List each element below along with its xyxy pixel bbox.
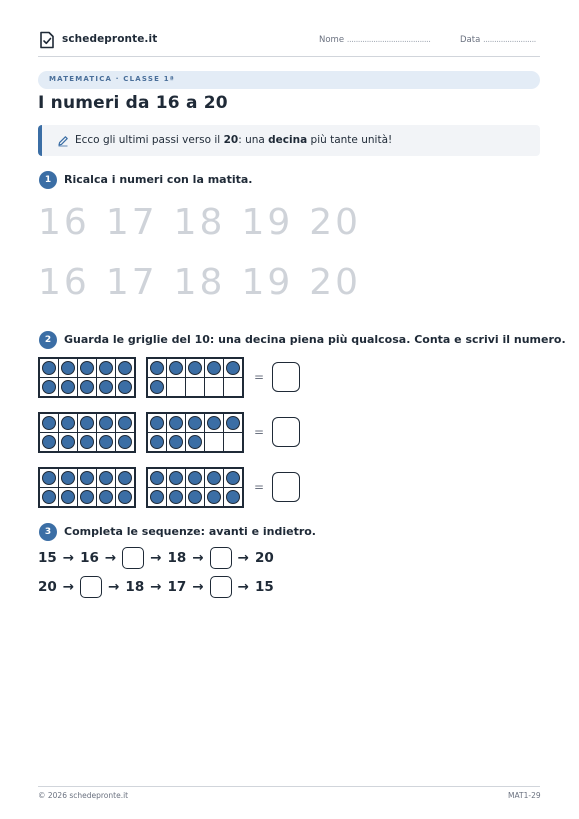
- ten-frame-cell: [167, 469, 185, 487]
- trace-number[interactable]: 16: [38, 202, 90, 243]
- trace-number[interactable]: 20: [309, 262, 362, 303]
- ten-frame-cell: [224, 469, 242, 487]
- counter-dot: [80, 416, 94, 430]
- trace-row[interactable]: [38, 202, 377, 243]
- counter-dot: [61, 380, 75, 394]
- counter-dot: [118, 416, 132, 430]
- ten-frame-cell: [205, 469, 223, 487]
- brand-name: schedepronte.it: [62, 33, 158, 45]
- counter-dot: [99, 471, 113, 485]
- ten-frame-cell: [167, 359, 185, 377]
- counter-dot: [61, 490, 75, 504]
- number-sequence: [38, 576, 280, 598]
- trace-number[interactable]: 18: [173, 202, 226, 243]
- ten-frame-cell: [224, 378, 242, 396]
- section-number-badge: 3: [39, 523, 57, 541]
- trace-number[interactable]: 20: [309, 202, 362, 243]
- ten-frame-cell: [224, 488, 242, 506]
- counter-dot: [150, 416, 164, 430]
- ten-frame-cell: [59, 378, 77, 396]
- counter-dot: [150, 471, 164, 485]
- arrow-right-icon: →: [62, 550, 75, 566]
- arrow-right-icon: →: [62, 579, 75, 595]
- counter-dot: [99, 380, 113, 394]
- ten-frame: [38, 467, 136, 508]
- section-title: Ricalca i numeri con la matita.: [64, 173, 253, 186]
- section-number-badge: 2: [39, 331, 57, 349]
- counter-dot: [61, 435, 75, 449]
- counter-dot: [99, 361, 113, 375]
- ten-frame-cell: [116, 359, 134, 377]
- sequence-number: 18: [125, 579, 145, 595]
- counter-dot: [80, 435, 94, 449]
- counter-dot: [99, 435, 113, 449]
- sequence-number: 16: [80, 550, 99, 566]
- ten-frame-cell: [78, 359, 96, 377]
- pencil-icon: [57, 135, 69, 147]
- header-divider: [38, 56, 540, 57]
- ten-frame-cell: [167, 433, 185, 451]
- section-title: Guarda le griglie del 10: una decina piena più qualcosa. Conta e scrivi il numero.: [64, 333, 566, 346]
- ten-frame: [146, 412, 244, 453]
- ten-frame-cell: [40, 378, 58, 396]
- number-sequence: [38, 547, 280, 569]
- counter-dot: [188, 471, 202, 485]
- ten-frame-cell: [167, 378, 185, 396]
- counter-dot: [169, 471, 183, 485]
- ten-frame-cell: [78, 414, 96, 432]
- ten-frame-cell: [97, 488, 115, 506]
- counter-dot: [207, 416, 221, 430]
- ten-frame-cell: [40, 433, 58, 451]
- counter-dot: [150, 361, 164, 375]
- counter-dot: [99, 416, 113, 430]
- tip-box: [38, 125, 540, 156]
- ten-frame-cell: [186, 469, 204, 487]
- ten-frame: [146, 357, 244, 398]
- name-field: [319, 35, 430, 45]
- counter-dot: [169, 435, 183, 449]
- ten-frame-cell: [97, 414, 115, 432]
- counter-dot: [207, 490, 221, 504]
- ten-frame-cell: [97, 359, 115, 377]
- counter-dot: [61, 361, 75, 375]
- trace-number[interactable]: 18: [173, 262, 226, 303]
- answer-box[interactable]: [272, 362, 300, 392]
- counter-dot: [118, 380, 132, 394]
- answer-box[interactable]: [272, 417, 300, 447]
- ten-frame-cell: [186, 488, 204, 506]
- ten-frame-cell: [148, 359, 166, 377]
- counter-dot: [42, 490, 56, 504]
- trace-number[interactable]: 19: [241, 202, 294, 243]
- counter-dot: [226, 416, 240, 430]
- counter-dot: [80, 361, 94, 375]
- ten-frame-cell: [116, 378, 134, 396]
- counter-dot: [226, 471, 240, 485]
- ten-frame-cell: [148, 414, 166, 432]
- equals-sign: =: [254, 370, 265, 384]
- section-number-badge: 1: [39, 171, 57, 189]
- ten-frame-cell: [40, 359, 58, 377]
- page-title: I numeri da 16 a 20: [38, 93, 228, 113]
- counter-dot: [226, 490, 240, 504]
- ten-frame-cell: [116, 469, 134, 487]
- counter-dot: [207, 471, 221, 485]
- ten-frame-cell: [148, 378, 166, 396]
- counter-dot: [118, 490, 132, 504]
- counter-dot: [42, 416, 56, 430]
- counter-dot: [118, 471, 132, 485]
- sequence-blank-box[interactable]: [122, 547, 144, 569]
- ten-frame-cell: [78, 469, 96, 487]
- equals-sign: =: [254, 480, 265, 494]
- ten-frame-cell: [205, 433, 223, 451]
- ten-frame-cell: [205, 488, 223, 506]
- trace-number[interactable]: 17: [105, 202, 158, 243]
- ten-frame-cell: [97, 378, 115, 396]
- arrow-right-icon: →: [150, 579, 162, 595]
- sequence-number: 20: [38, 579, 57, 595]
- ten-frame-cell: [59, 359, 77, 377]
- date-line: ........................: [483, 35, 536, 45]
- arrow-right-icon: →: [237, 579, 249, 595]
- arrow-right-icon: →: [150, 550, 162, 566]
- arrow-right-icon: →: [237, 550, 249, 566]
- ten-frame-cell: [40, 488, 58, 506]
- trace-row[interactable]: [38, 262, 377, 303]
- ten-frame-cell: [78, 488, 96, 506]
- ten-frame-cell: [186, 378, 204, 396]
- footer-divider: [38, 786, 540, 787]
- counter-dot: [207, 361, 221, 375]
- ten-frame-cell: [116, 433, 134, 451]
- sequence-number: 17: [167, 579, 187, 595]
- subject-pill: [38, 71, 540, 89]
- counter-dot: [188, 435, 202, 449]
- counter-dot: [169, 361, 183, 375]
- counter-dot: [118, 435, 132, 449]
- document-check-icon: [38, 31, 56, 49]
- sequence-number: 20: [254, 550, 274, 566]
- arrow-right-icon: →: [192, 550, 204, 566]
- ten-frame: [38, 357, 136, 398]
- counter-dot: [99, 490, 113, 504]
- footer-code: MAT1-29: [508, 791, 541, 800]
- equals-sign: =: [254, 425, 265, 439]
- ten-frame-cell: [205, 359, 223, 377]
- ten-frame: [38, 412, 136, 453]
- ten-frame-cell: [59, 488, 77, 506]
- ten-frame-cell: [59, 433, 77, 451]
- counter-dot: [188, 490, 202, 504]
- ten-frame-cell: [40, 469, 58, 487]
- date-label: Data: [460, 35, 481, 45]
- date-field: [460, 35, 536, 45]
- ten-frame-cell: [148, 433, 166, 451]
- ten-frame-cell: [167, 414, 185, 432]
- sequence-number: 15: [38, 550, 57, 566]
- sequence-blank-box[interactable]: [80, 576, 102, 598]
- trace-number[interactable]: 16: [38, 262, 90, 303]
- ten-frame-cell: [59, 469, 77, 487]
- ten-frame-cell: [224, 433, 242, 451]
- section-title: Completa le sequenze: avanti e indietro.: [64, 525, 316, 538]
- counter-dot: [169, 490, 183, 504]
- ten-frame-cell: [205, 378, 223, 396]
- arrow-right-icon: →: [192, 579, 204, 595]
- counter-dot: [42, 380, 56, 394]
- counter-dot: [42, 471, 56, 485]
- ten-frame-cell: [78, 433, 96, 451]
- ten-frame-cell: [186, 433, 204, 451]
- footer-copyright: © 2026 schedepronte.it: [38, 791, 129, 800]
- sequence-number: 15: [254, 579, 274, 595]
- counter-dot: [150, 435, 164, 449]
- ten-frame-cell: [78, 378, 96, 396]
- name-label: Nome: [319, 35, 345, 45]
- arrow-right-icon: →: [104, 550, 117, 566]
- counter-dot: [61, 416, 75, 430]
- ten-frame: [146, 467, 244, 508]
- counter-dot: [226, 361, 240, 375]
- ten-frame-cell: [167, 488, 185, 506]
- ten-frame-cell: [40, 414, 58, 432]
- ten-frame-cell: [59, 414, 77, 432]
- counter-dot: [150, 380, 164, 394]
- ten-frame-cell: [148, 469, 166, 487]
- ten-frame-cell: [224, 359, 242, 377]
- answer-box[interactable]: [272, 472, 300, 502]
- name-line: ......................................: [346, 35, 431, 45]
- ten-frame-cell: [186, 359, 204, 377]
- counter-dot: [80, 380, 94, 394]
- ten-frame-cell: [186, 414, 204, 432]
- counter-dot: [169, 416, 183, 430]
- sequence-blank-box[interactable]: [210, 547, 232, 569]
- ten-frame-cell: [116, 414, 134, 432]
- trace-number[interactable]: 17: [105, 262, 158, 303]
- ten-frame-cell: [205, 414, 223, 432]
- counter-dot: [80, 490, 94, 504]
- sequence-number: 18: [167, 550, 187, 566]
- counter-dot: [188, 361, 202, 375]
- counter-dot: [42, 435, 56, 449]
- subject-label: MATEMATICA · CLASSE 1ª: [49, 75, 175, 83]
- sequence-blank-box[interactable]: [210, 576, 232, 598]
- counter-dot: [118, 361, 132, 375]
- counter-dot: [188, 416, 202, 430]
- counter-dot: [80, 471, 94, 485]
- ten-frame-cell: [116, 488, 134, 506]
- counter-dot: [150, 490, 164, 504]
- counter-dot: [61, 471, 75, 485]
- ten-frame-cell: [97, 433, 115, 451]
- counter-dot: [42, 361, 56, 375]
- tip-text: Ecco gli ultimi passi verso il 20: una decina più tante unità!: [75, 134, 393, 146]
- ten-frame-cell: [224, 414, 242, 432]
- trace-number[interactable]: 19: [241, 262, 294, 303]
- arrow-right-icon: →: [108, 579, 120, 595]
- ten-frame-cell: [148, 488, 166, 506]
- ten-frame-cell: [97, 469, 115, 487]
